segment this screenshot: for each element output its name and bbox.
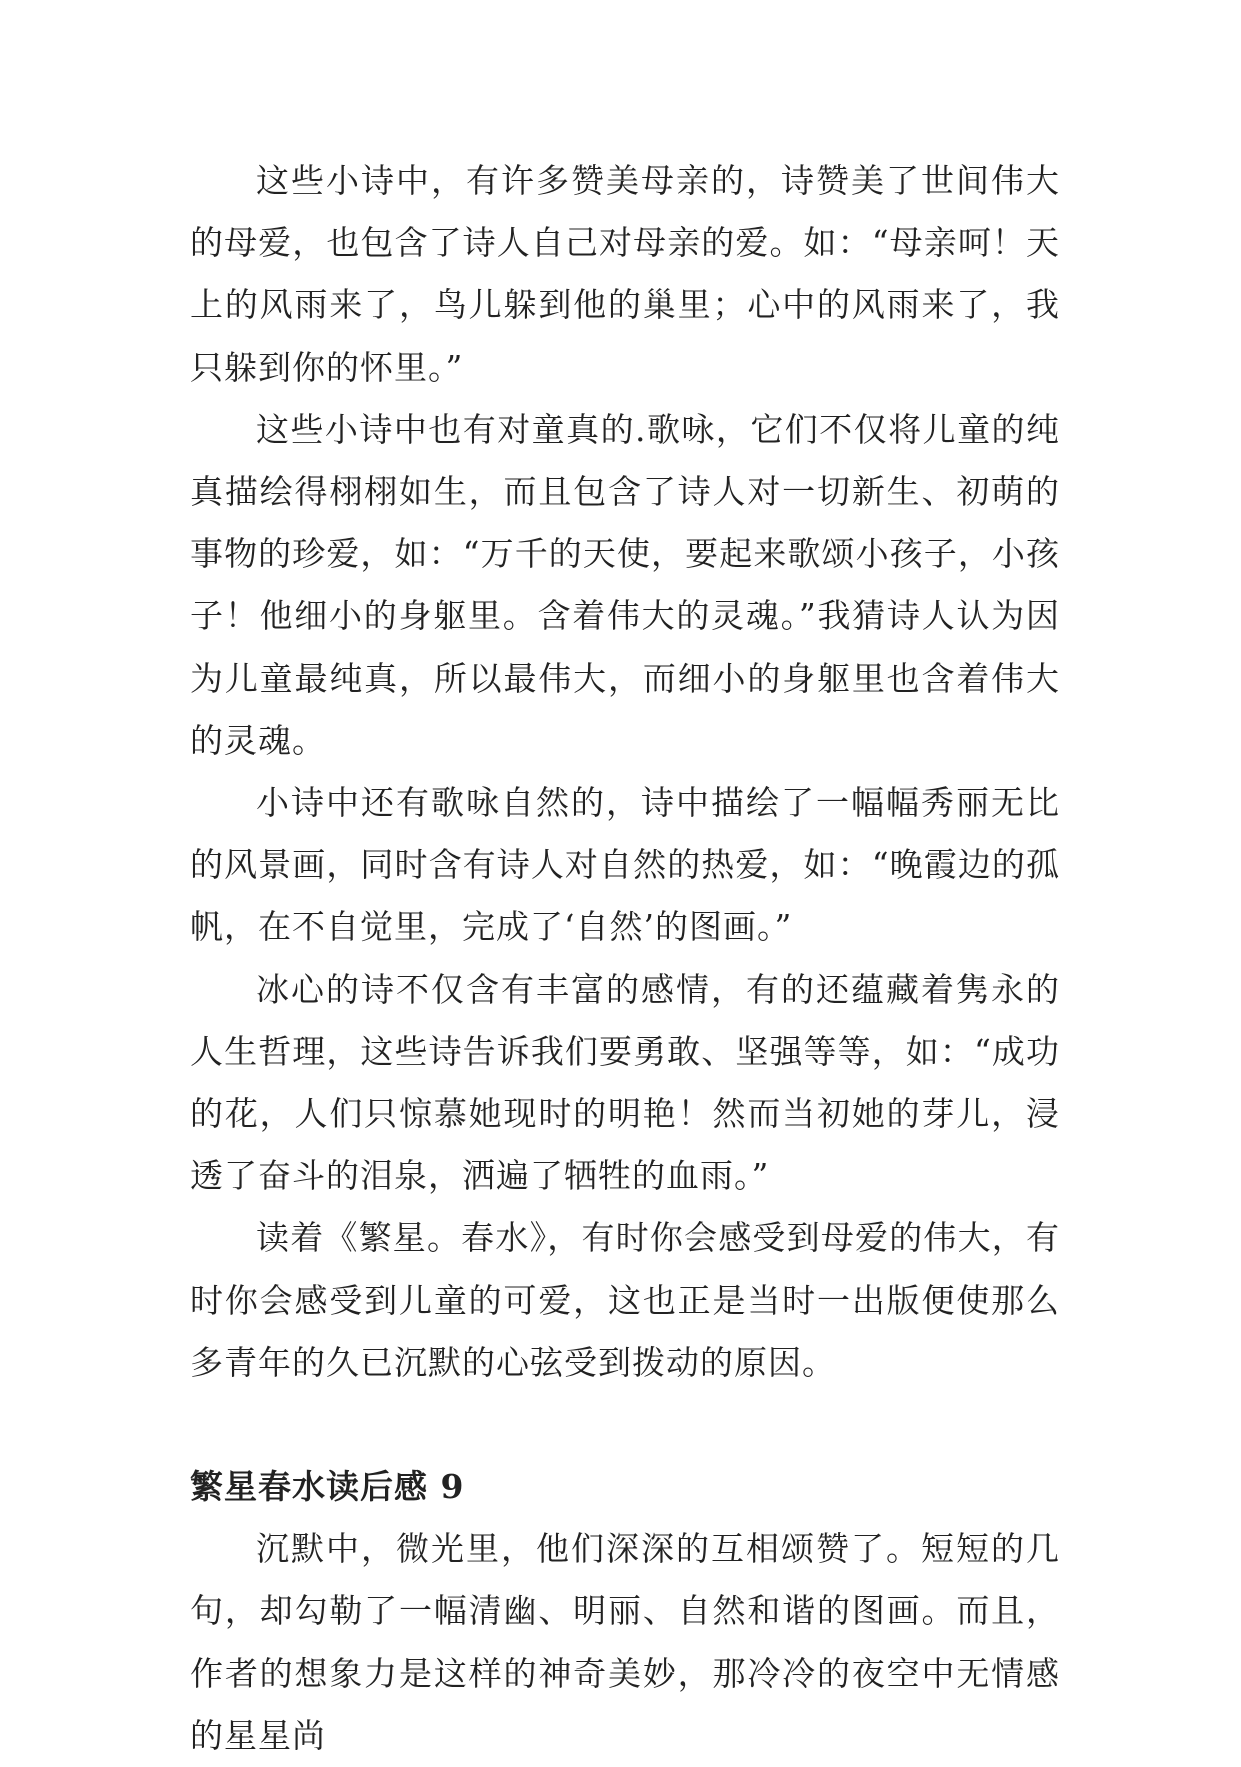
paragraph: 这些小诗中，有许多赞美母亲的，诗赞美了世间伟大的母爱，也包含了诗人自己对母亲的爱。如：“母亲呵！天上的风雨来了，鸟儿躲到他的巢里；心中的风雨来了，我只躲到你的怀里。” <box>190 161 1060 387</box>
document-body <box>190 150 1060 1767</box>
paragraph: 这些小诗中也有对童真的.歌咏，它们不仅将儿童的纯真描绘得栩栩如生，而且包含了诗人对一切新生、初萌的事物的珍爱，如：“万千的天使，要起来歌颂小孩子，小孩子！他细小的身躯里。含着伟大的灵魂。”我猜诗人认为因为儿童最纯真，所以最伟大，而细小的身躯里也含着伟大的灵魂。 <box>190 409 1060 760</box>
paragraph: 读着《繁星。春水》，有时你会感受到母爱的伟大，有时你会感受到儿童的可爱，这也正是当时一出版便使那么多青年的久已沉默的心弦受到拨动的原因。 <box>190 1218 1060 1382</box>
paragraph: 小诗中还有歌咏自然的，诗中描绘了一幅幅秀丽无比的风景画，同时含有诗人对自然的热爱，如：“晚霞边的孤帆，在不自觉里，完成了‘自然’的图画。” <box>190 783 1060 947</box>
section-title: 繁星春水读后感 9 <box>190 1467 465 1507</box>
paragraph: 沉默中，微光里，他们深深的互相颂赞了。短短的几句，却勾勒了一幅清幽、明丽、自然和谐的图画。而且，作者的想象力是这样的神奇美妙，那冷冷的夜空中无情感的星星尚 <box>190 1529 1060 1755</box>
paragraph: 冰心的诗不仅含有丰富的感情，有的还蕴藏着隽永的人生哲理，这些诗告诉我们要勇敢、坚强等等，如：“成功的花，人们只惊慕她现时的明艳！然而当初她的芽儿，浸透了奋斗的泪泉，洒遍了牺牲的血雨。” <box>190 969 1060 1196</box>
